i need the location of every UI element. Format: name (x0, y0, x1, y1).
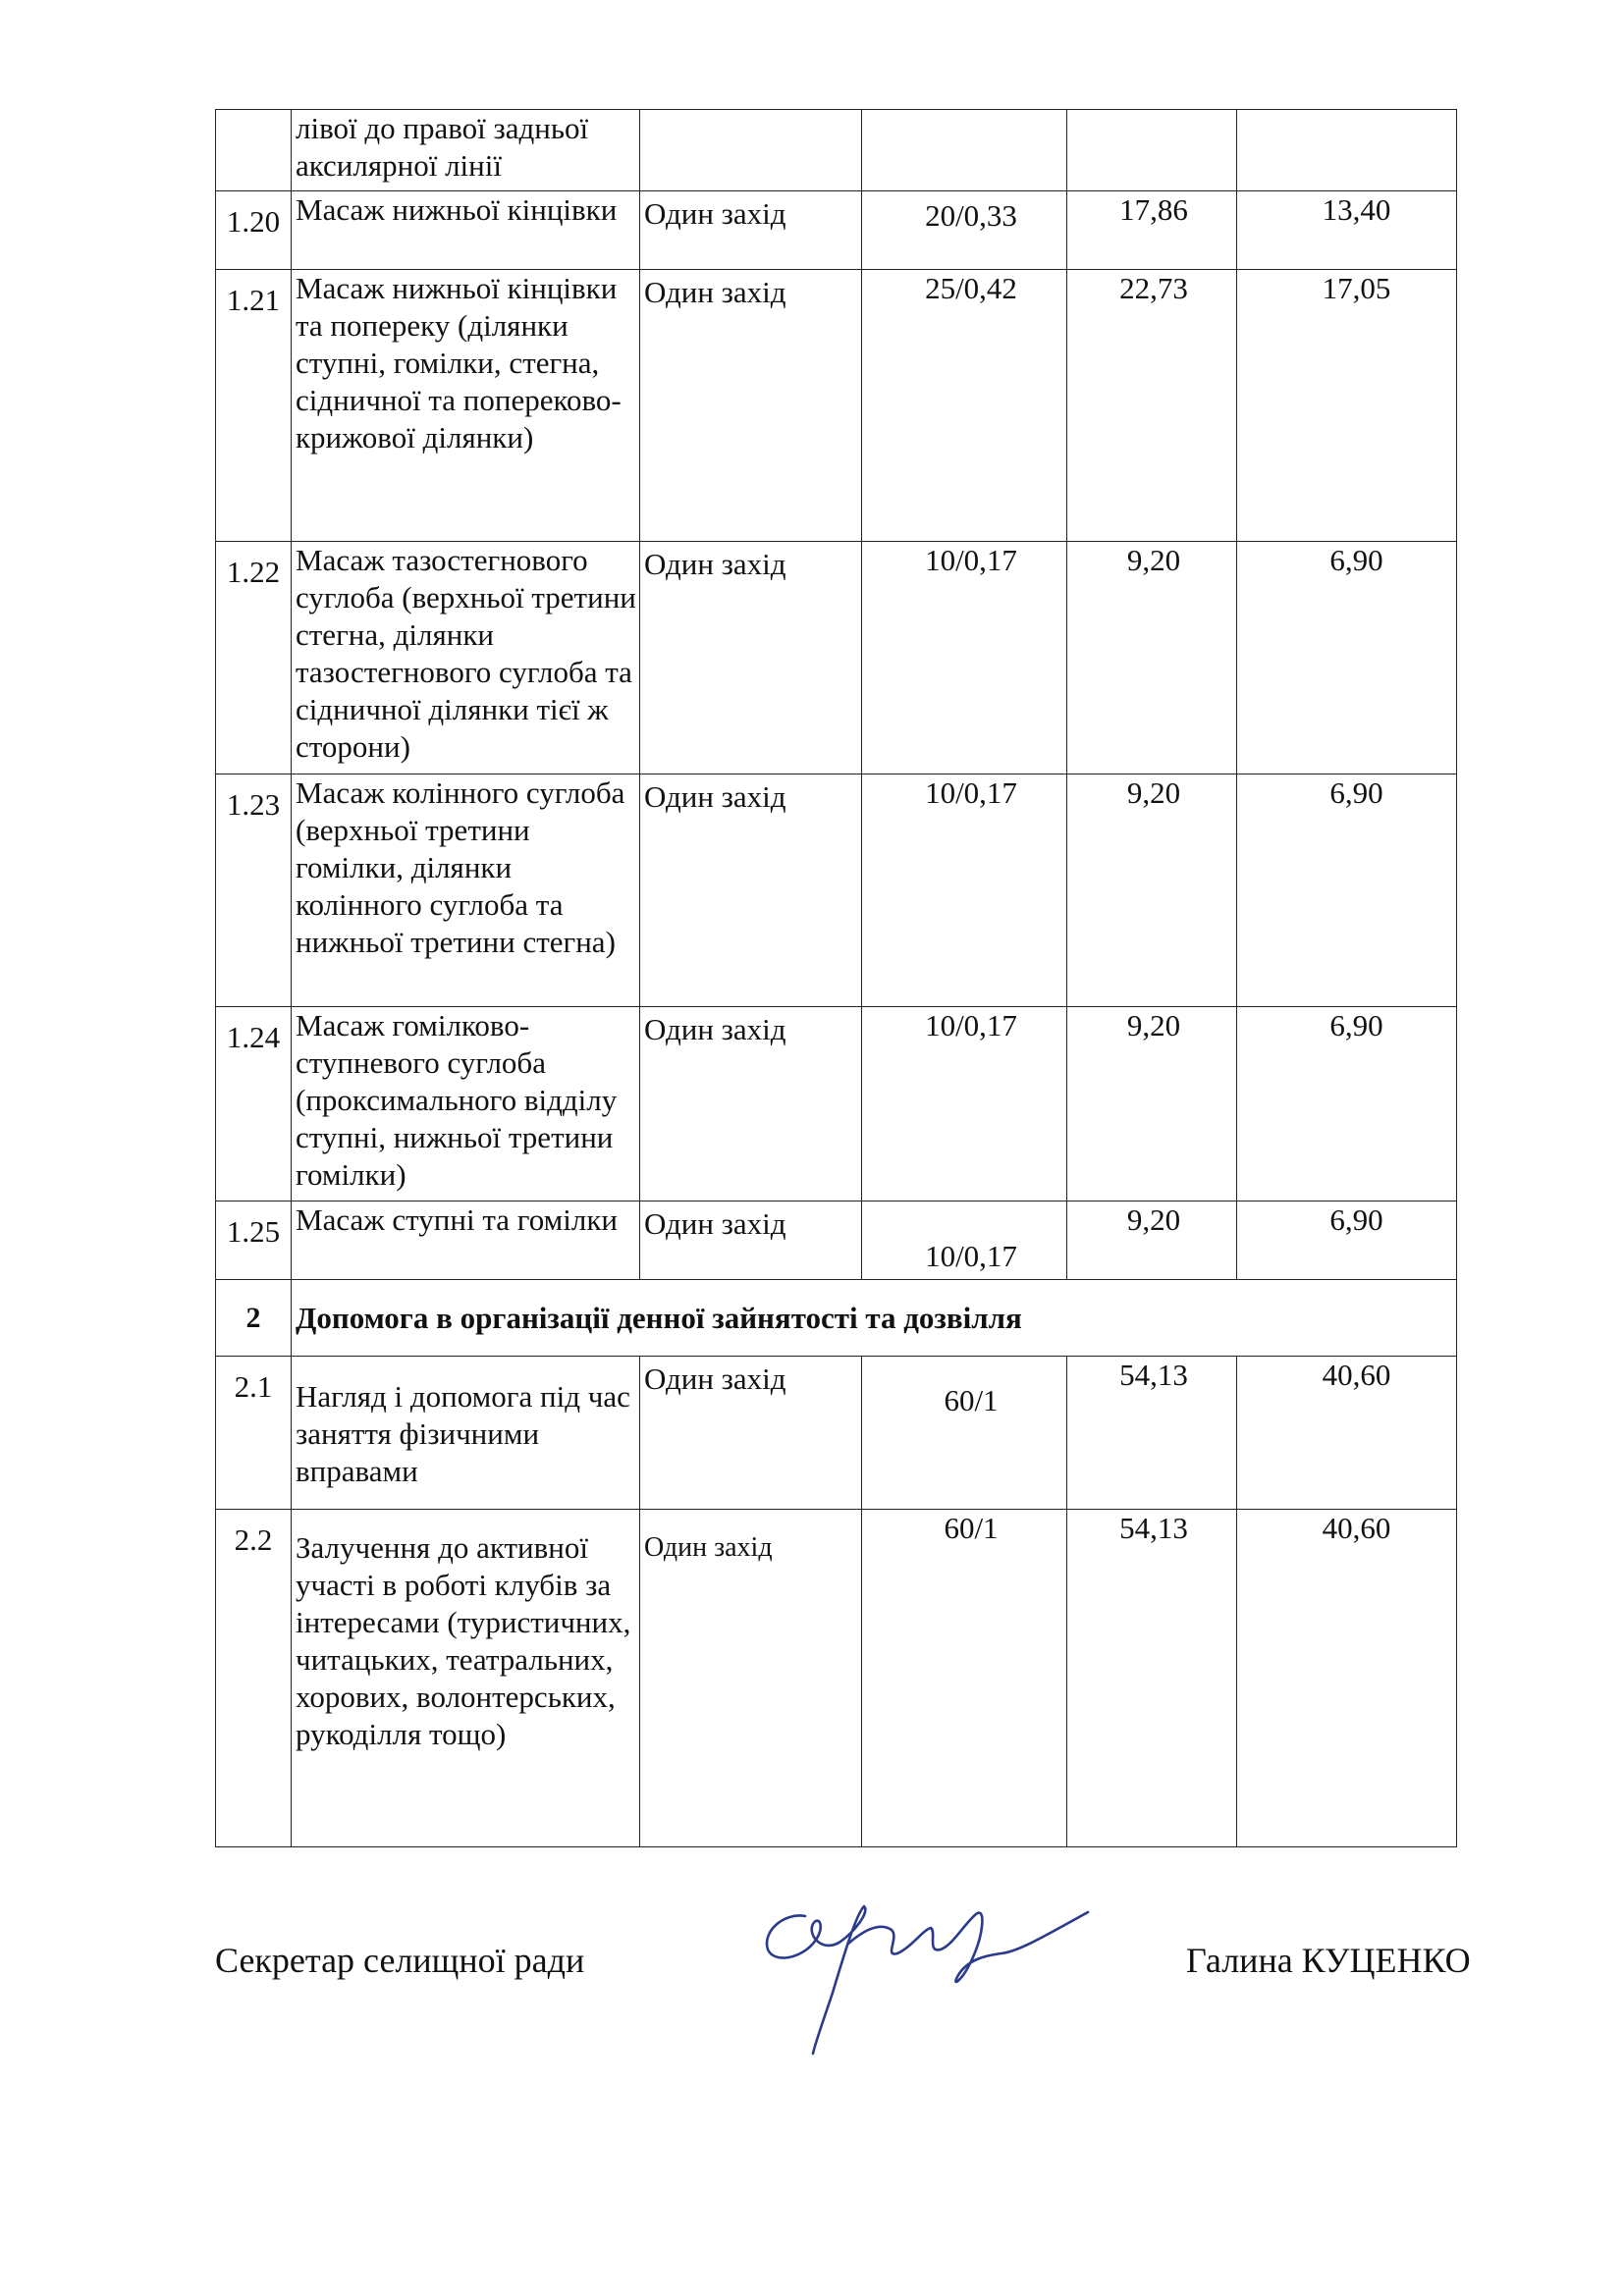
service-time: 10/0,17 (862, 1201, 1067, 1280)
service-name: Нагляд і допомога під час заняття фізичними вправами (292, 1357, 640, 1510)
table-row (216, 1007, 1457, 1201)
service-name: Масаж ступні та гомілки (292, 1201, 640, 1280)
service-cost-a: 9,20 (1067, 1201, 1237, 1280)
service-time: 10/0,17 (862, 542, 1067, 774)
service-cost-a: 54,13 (1067, 1510, 1237, 1847)
service-cost-b: 40,60 (1237, 1510, 1457, 1847)
table-row (216, 1510, 1457, 1847)
service-cost-a: 9,20 (1067, 774, 1237, 1007)
service-name: Масаж гомілково-ступневого суглоба (проксимального відділу ступні, нижньої третини гомілки) (292, 1007, 640, 1201)
row-number: 2.2 (216, 1510, 292, 1847)
row-number: 1.22 (216, 542, 292, 774)
service-time: 25/0,42 (862, 270, 1067, 542)
service-cost-a: 22,73 (1067, 270, 1237, 542)
service-time: 10/0,17 (862, 1007, 1067, 1201)
table-row (216, 1201, 1457, 1280)
service-unit (640, 110, 862, 191)
service-unit: Один захід (640, 1007, 862, 1201)
service-cost-b: 6,90 (1237, 542, 1457, 774)
service-unit: Один захід (640, 270, 862, 542)
service-cost-a: 17,86 (1067, 191, 1237, 270)
service-cost-a: 54,13 (1067, 1357, 1237, 1510)
service-cost-a: 9,20 (1067, 542, 1237, 774)
tariff-table (215, 109, 1457, 1847)
service-name: Залучення до активної участі в роботі клубів за інтересами (туристичних, читацьких, театральних, хорових, волонтерських, рукоділля тощо) (292, 1510, 640, 1847)
service-cost-a (1067, 110, 1237, 191)
service-name: Масаж нижньої кінцівки та попереку (ділянки ступні, гомілки, стегна, сідничної та попереково-крижової ділянки) (292, 270, 640, 542)
section-row (216, 1280, 1457, 1357)
signatory-name: Галина КУЦЕНКО (1186, 1941, 1471, 1980)
service-cost-b (1237, 110, 1457, 191)
service-unit: Один захід (640, 1201, 862, 1280)
table-row (216, 191, 1457, 270)
table-row (216, 110, 1457, 191)
row-number (216, 110, 292, 191)
table-row (216, 542, 1457, 774)
service-name: Масаж колінного суглоба (верхньої третини гомілки, ділянки колінного суглоба та нижньої третини стегна) (292, 774, 640, 1007)
table-row (216, 774, 1457, 1007)
service-time (862, 110, 1067, 191)
table-row (216, 1357, 1457, 1510)
service-cost-b: 13,40 (1237, 191, 1457, 270)
service-unit: Один захід (640, 1510, 862, 1847)
service-cost-b: 6,90 (1237, 1007, 1457, 1201)
service-name: Масаж нижньої кінцівки (292, 191, 640, 270)
handwritten-signature (754, 1885, 1108, 2071)
service-cost-b: 6,90 (1237, 774, 1457, 1007)
service-cost-b: 40,60 (1237, 1357, 1457, 1510)
service-unit: Один захід (640, 1357, 862, 1510)
tariff-table-body (216, 110, 1457, 1847)
section-title: Допомога в організації денної зайнятості та дозвілля (292, 1280, 1457, 1357)
service-unit: Один захід (640, 542, 862, 774)
service-cost-a: 9,20 (1067, 1007, 1237, 1201)
row-number: 1.23 (216, 774, 292, 1007)
row-number: 1.24 (216, 1007, 292, 1201)
service-cost-b: 6,90 (1237, 1201, 1457, 1280)
service-time: 60/1 (862, 1510, 1067, 1847)
service-name: лівої до правої задньої аксилярної лінії (292, 110, 640, 191)
section-number: 2 (216, 1280, 292, 1357)
row-number: 1.20 (216, 191, 292, 270)
service-time: 60/1 (862, 1357, 1067, 1510)
service-cost-b: 17,05 (1237, 270, 1457, 542)
service-unit: Один захід (640, 191, 862, 270)
service-time: 20/0,33 (862, 191, 1067, 270)
service-name: Масаж тазостегнового суглоба (верхньої третини стегна, ділянки тазостегнового суглоба та сідничної ділянки тієї ж сторони) (292, 542, 640, 774)
signatory-role: Секретар селищної ради (215, 1941, 585, 1980)
service-time: 10/0,17 (862, 774, 1067, 1007)
table-row (216, 270, 1457, 542)
row-number: 1.21 (216, 270, 292, 542)
service-unit: Один захід (640, 774, 862, 1007)
row-number: 1.25 (216, 1201, 292, 1280)
row-number: 2.1 (216, 1357, 292, 1510)
